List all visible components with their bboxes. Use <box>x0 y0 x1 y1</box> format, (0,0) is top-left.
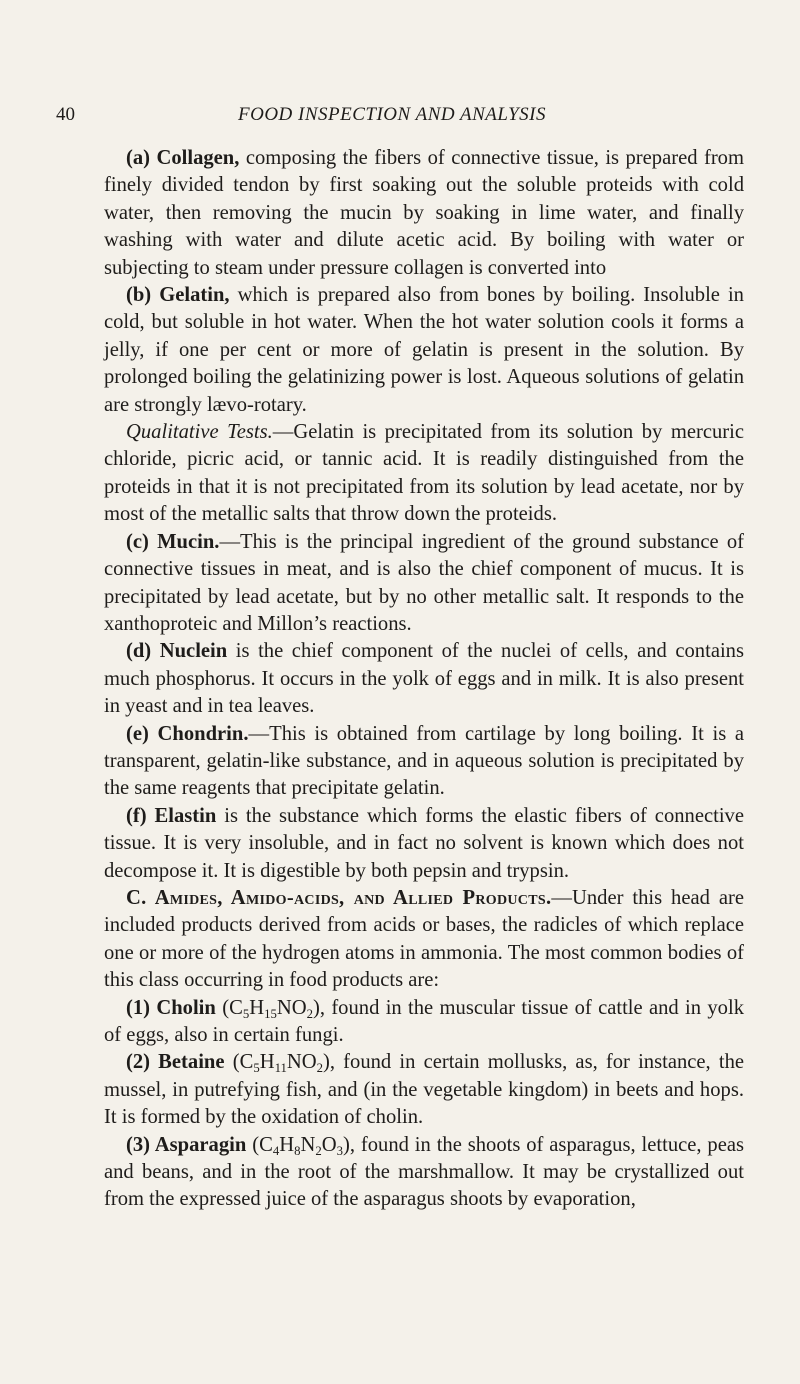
formula-asparagin: $C_4H_8N_2O_3$ <box>259 1133 343 1158</box>
term-betaine: (2) Betaine <box>126 1051 225 1074</box>
formula-betaine: $C_5H_{11}NO_2$ <box>239 1051 324 1076</box>
text-qualitative-tests: —Gelatin is precipitated from its solution by mercuric chloride, picric acid, or tannic acid. It is readily distinguished from the proteids in that it is not precipitated from its solution by lead acetate, nor by most of the metallic salts that throw down the proteids. <box>104 421 744 526</box>
page-header <box>56 104 728 134</box>
text-cholin: , found in the muscular tissue of cattle and in yolk of eggs, also in certain fungi. <box>104 996 744 1046</box>
paragraph-asparagin: (3) Asparagin $(C_4H_8N_2O_3)$, found in the shoots of asparagus, lettuce, peas and beans, and in the root of the marshmallow. It may be crystallized out from the expressed juice of the asparagus shoots by evaporation, <box>104 1133 745 1211</box>
paragraph-betaine: (2) Betaine $(C_5H_{11}NO_2)$, found in certain mollusks, as, for instance, the mussel, in putrefying fish, and (in the vegetable kingdom) in beets and hops. It is formed by the oxidation of cholin. <box>104 1051 745 1129</box>
body-text <box>104 145 744 1214</box>
term-qualitative-tests: Qualitative Tests. <box>126 421 273 444</box>
text-gelatin: which is prepared also from bones by boiling. Insoluble in cold, but soluble in hot water. When the hot water solution cools it forms a jelly, if one per cent or more of gelatin is present in the solution. By prolonged boiling the gelatinizing power is lost. Aqueous solutions of gelatin are strongly lævo-rotary. <box>104 284 744 416</box>
term-mucin: (c) Mucin. <box>126 530 220 553</box>
text-mucin: —This is the principal ingredient of the ground substance of connective tissues in meat, and is also the chief component of mucus. It is precipitated by lead acetate, but by no other metallic salt. It responds to the xanthoproteic and Millon’s reactions. <box>104 530 745 635</box>
paragraph-mucin <box>104 529 744 639</box>
paragraph-gelatin <box>104 282 744 419</box>
term-cholin: (1) Cholin <box>126 996 216 1019</box>
text-collagen: composing the fibers of connective tissue, is prepared from finely divided tendon by first soaking out the soluble proteids with cold water, then removing the mucin by soaking in lime water, and finally washing with water and dilute acetic acid. By boiling with water or subjecting to steam under pressure collagen is converted into <box>104 147 744 279</box>
running-title: FOOD INSPECTION AND ANALYSIS <box>238 104 546 125</box>
section-heading-amides: C. Amides, Amido-acids, and Allied Products. <box>126 886 552 909</box>
term-collagen: (a) Collagen, <box>126 147 240 169</box>
paragraph-chondrin <box>104 721 744 803</box>
text-nuclein: is the chief component of the nuclei of cells, and contains much phosphorus. It occurs in the yolk of eggs and in milk. It is also present in yeast and in tea leaves. <box>104 640 744 718</box>
paragraph-elastin <box>104 803 744 885</box>
paragraph-qualitative-tests <box>104 419 744 529</box>
term-gelatin: (b) Gelatin, <box>126 284 230 307</box>
term-nuclein: (d) Nuclein <box>126 640 228 663</box>
paragraph-collagen <box>104 145 744 282</box>
text-chondrin: —This is obtained from cartilage by long boiling. It is a transparent, gelatin-like substance, and in aqueous solution is precipitated by the same reagents that precipitate gelatin. <box>104 722 744 800</box>
paragraph-amides <box>104 885 744 995</box>
text-asparagin: , found in the shoots of asparagus, lettuce, peas and beans, and in the root of the marshmallow. It may be crystallized out from the expressed juice of the asparagus shoots by evaporation, <box>104 1133 745 1211</box>
paragraph-nuclein <box>104 638 744 720</box>
page-number: 40 <box>56 104 75 125</box>
text-amides: —Under this head are included products derived from acids or bases, the radicles of which replace one or more of the hydrogen atoms in ammonia. The most common bodies of this class occurring in food products are: <box>104 886 744 992</box>
text-elastin: is the substance which forms the elastic fibers of connective tissue. It is very insoluble, and in fact no solvent is known which does not decompose it. It is digestible by both pepsin and trypsin. <box>104 804 744 882</box>
formula-cholin: $C_5H_{15}NO_2$ <box>229 996 313 1021</box>
text-betaine: , found in certain mollusks, as, for instance, the mussel, in putrefying fish, and (in the vegetable kingdom) in beets and hops. It is formed by the oxidation of cholin. <box>104 1051 745 1129</box>
term-chondrin: (e) Chondrin. <box>126 722 249 745</box>
term-asparagin: (3) Asparagin <box>126 1133 247 1156</box>
paragraph-cholin: (1) Cholin $(C_5H_{15}NO_2)$, found in the muscular tissue of cattle and in yolk of eggs, also in certain fungi. <box>104 996 744 1046</box>
term-elastin: (f) Elastin <box>126 804 217 827</box>
